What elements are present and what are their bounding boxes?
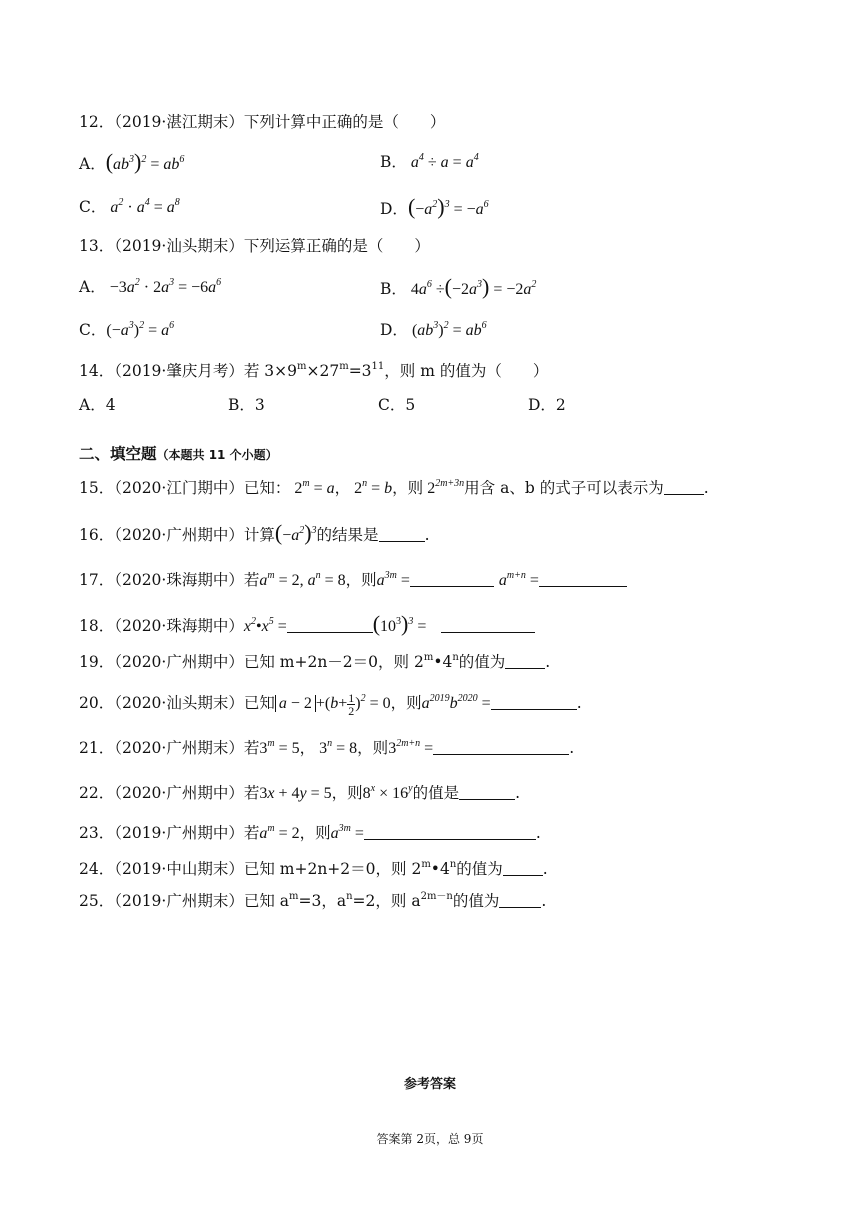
q13-option-c: C．$(-a^3)^2 = a^6$ bbox=[79, 320, 175, 339]
section-title: 二、填空题（本题共 11 个小题） bbox=[79, 445, 278, 463]
q12-option-d: D．$(-a^2)^3 = -a^6$ bbox=[380, 194, 489, 219]
question-19: 19．（2020·广州期中）已知 m+2n－2＝0，则 2$^m$•4$^n$的值为 . bbox=[79, 652, 551, 671]
q12-option-c: C． $a^2 \cdot a^4 = a^8$ bbox=[79, 197, 180, 216]
q13-option-d: D． $(ab^3)^2 = ab^6$ bbox=[380, 320, 487, 339]
page-footer: 答案第 2页，总 9页 bbox=[376, 1132, 484, 1146]
q12-option-b: B． $a^4 \div a = a^4$ bbox=[380, 152, 479, 171]
q14-option-d: D．2 bbox=[528, 396, 566, 414]
question-22: 22．（2020·广州期中）若3x + 4y = 5，则$8^x \times 16^y$的值是 . bbox=[79, 783, 521, 802]
q14-option-c: C．5 bbox=[378, 396, 416, 414]
question-12-stem: 12．（2019·湛江期末）下列计算中正确的是（ ） bbox=[79, 113, 446, 131]
q13-option-a: A． $-3a^2 \cdot 2a^3 = -6a^6$ bbox=[79, 277, 222, 296]
question-17: 17．（2020·珠海期中）若$a^m = 2$, $a^n = 8$，则$a^{3m} = a^{m+n}$ = bbox=[79, 570, 627, 591]
q13-option-b: B． $4a^6 \div(-2a^3) = -2a^2$ bbox=[380, 274, 537, 299]
question-13-stem: 13．（2019·汕头期末）下列运算正确的是（ ） bbox=[79, 237, 430, 255]
answer-section-title: 参考答案 bbox=[403, 1077, 456, 1092]
question-25: 25．（2019·广州期末）已知 $a^m=3$，$a^n=2$，则 $a^{2m-n}$的值为 . bbox=[79, 891, 547, 910]
question-18: 18．（2020·珠海期中）$x^2•x^5 = (10^3)^3$ = bbox=[79, 614, 535, 637]
q14-option-a: A．4 bbox=[79, 396, 116, 414]
q14-option-b: B．3 bbox=[228, 396, 265, 414]
question-14-stem: 14．（2019·肇庆月考）若 $3\times 9^m\times 27^m=3^{11}$，则 m 的值为（ ） bbox=[79, 361, 549, 380]
question-20: 20．（2020·汕头期末）已知 a − 2 +(b+ $\frac{1}{2}$ )$^2$ = 0，则$a^{2019}b^{2020}$ = . bbox=[79, 691, 582, 718]
question-24: 24．（2019·中山期末）已知 m+2n+2＝0，则 2$^m$•4$^n$的值为 . bbox=[79, 859, 548, 878]
q12-option-a: A．$(ab^3)^2 = ab^6$ bbox=[79, 149, 185, 174]
question-23: 23．（2019·广州期中）若$a^m = 2$，则$a^{3m}$ = . bbox=[79, 823, 541, 842]
question-15: 15．（2020·江门期中）已知： 2$^m$ = a， 2$^n$ = b，则 $2^{2m+3n}$用含 a、b 的式子可以表示为 . bbox=[79, 478, 709, 497]
question-16: 16．（2020·广州期中）计算$(-a^2)^3$的结果是 . bbox=[79, 520, 430, 545]
question-21: 21．（2020·广州期末）若3$^m$ = 5， 3$^n$ = 8，则$3^{2m+n}$ = . bbox=[79, 738, 575, 757]
